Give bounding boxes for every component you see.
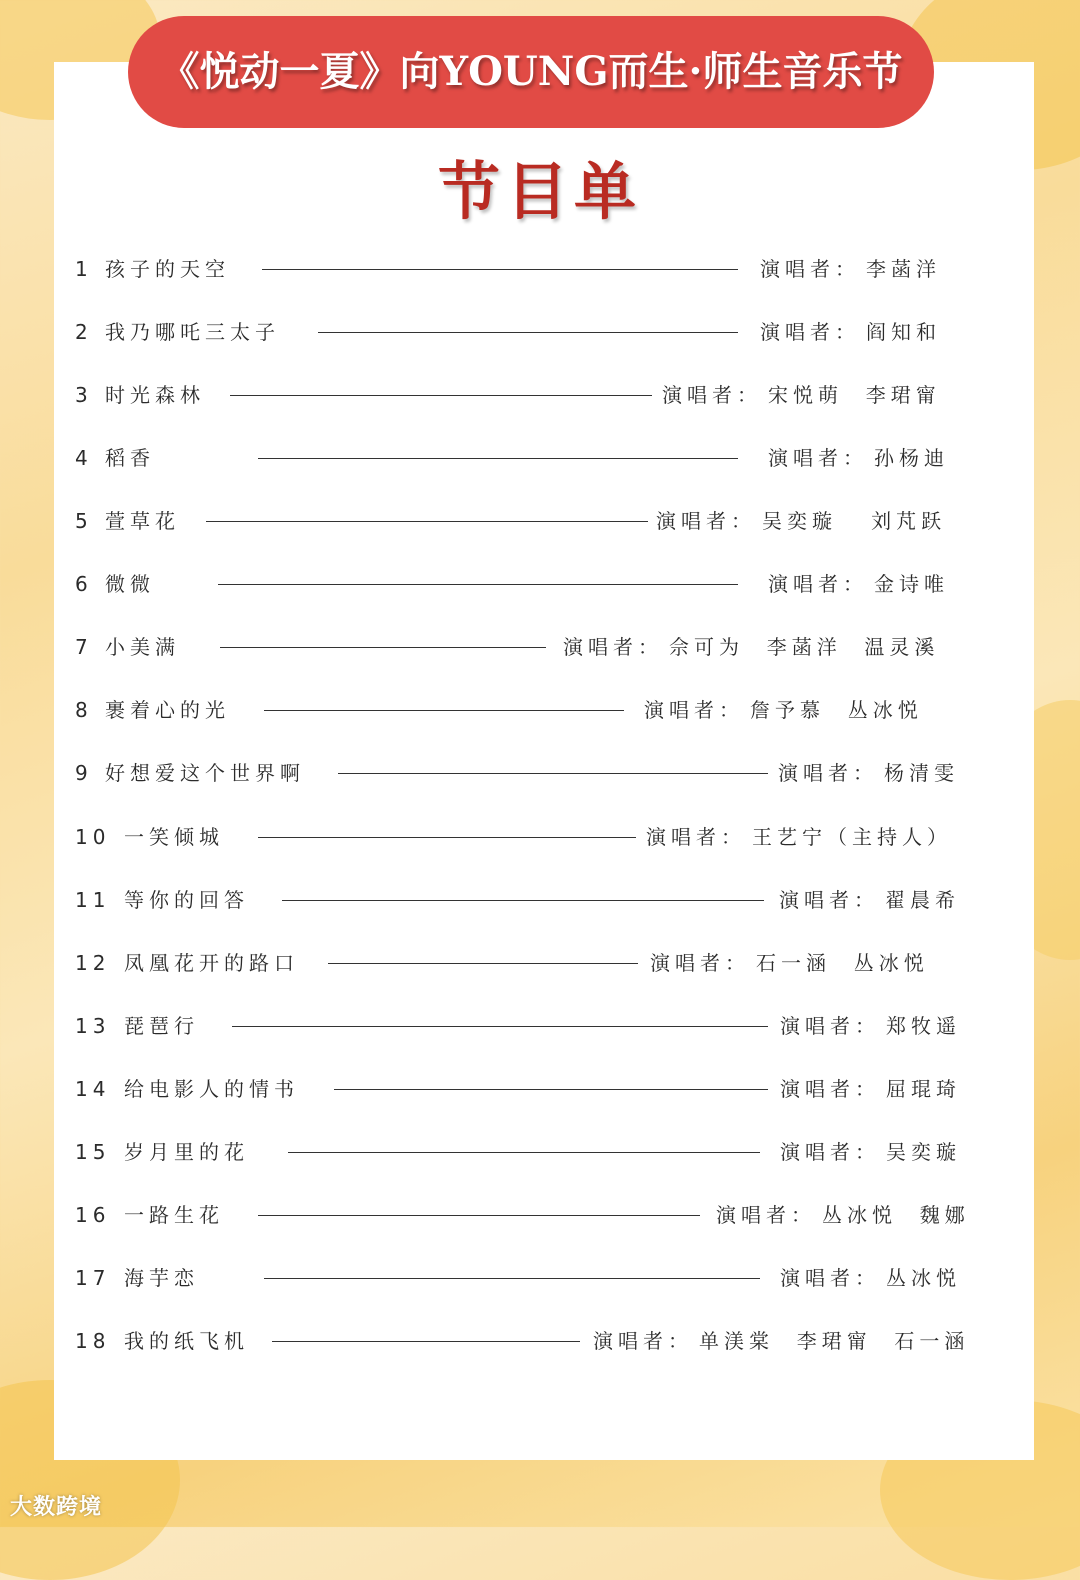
- performer-names: 王艺宁（主持人）: [752, 825, 952, 849]
- leader-line: [318, 332, 738, 333]
- song-title: 等你的回答: [124, 888, 249, 912]
- program-item: [0, 375, 1080, 415]
- song-title: 裹着心的光: [105, 698, 230, 722]
- program-item: [0, 1321, 1080, 1361]
- watermark: 大数跨境: [10, 1495, 103, 1520]
- performer-names: 杨清雯: [884, 761, 959, 785]
- program-number: 17: [75, 1266, 111, 1290]
- song-title: 给电影人的情书: [124, 1077, 299, 1101]
- performer-label: 演唱者：: [760, 257, 860, 281]
- leader-line: [288, 1152, 760, 1153]
- program-number: 1: [75, 257, 93, 281]
- program-item: [0, 817, 1080, 857]
- leader-line: [230, 395, 652, 396]
- program-number: 8: [75, 698, 93, 722]
- program-item: [0, 501, 1080, 541]
- program-number: 4: [75, 446, 93, 470]
- performer-label: 演唱者：: [780, 1266, 880, 1290]
- leader-line: [334, 1089, 768, 1090]
- program-number: 14: [75, 1077, 111, 1101]
- performer-names: 李菡洋: [866, 257, 941, 281]
- performer-info: [780, 1006, 961, 1046]
- performer-info: [779, 880, 960, 920]
- song-title: 我的纸飞机: [124, 1329, 249, 1353]
- performer-names: 吴奕璇 刘芃跃: [762, 509, 947, 533]
- program-item: [0, 249, 1080, 289]
- program-item: [0, 690, 1080, 730]
- performer-names: 宋悦萌 李珺甯: [768, 383, 941, 407]
- performer-names: 佘可为 李菡洋 温灵溪: [669, 635, 940, 659]
- leader-line: [218, 584, 738, 585]
- performer-label: 演唱者：: [760, 320, 860, 344]
- song-title: 孩子的天空: [105, 257, 230, 281]
- performer-names: 阎知和: [866, 320, 941, 344]
- performer-info: [768, 438, 949, 478]
- program-item: [0, 1195, 1080, 1235]
- leader-line: [272, 1341, 580, 1342]
- program-item: [0, 312, 1080, 352]
- performer-label: 演唱者：: [716, 1203, 816, 1227]
- leader-line: [258, 837, 636, 838]
- song-title: 稻香: [105, 446, 155, 470]
- performer-info: [780, 1258, 961, 1298]
- performer-label: 演唱者：: [780, 1077, 880, 1101]
- performer-info: [656, 501, 946, 541]
- program-item: [0, 880, 1080, 920]
- program-item: [0, 564, 1080, 604]
- performer-info: [650, 943, 929, 983]
- performer-info: [563, 627, 939, 667]
- performer-info: [593, 1321, 969, 1361]
- performer-info: [716, 1195, 970, 1235]
- performer-names: 丛冰悦 魏娜: [822, 1203, 970, 1227]
- program-number: 16: [75, 1203, 111, 1227]
- performer-label: 演唱者：: [780, 1140, 880, 1164]
- performer-info: [662, 375, 941, 415]
- leader-line: [328, 963, 638, 964]
- performer-info: [780, 1069, 961, 1109]
- performer-names: 孙杨迪: [874, 446, 949, 470]
- song-title: 我乃哪吒三太子: [105, 320, 280, 344]
- performer-info: [760, 312, 941, 352]
- performer-info: [644, 690, 923, 730]
- program-number: 15: [75, 1140, 111, 1164]
- song-title: 岁月里的花: [124, 1140, 249, 1164]
- performer-label: 演唱者：: [768, 572, 868, 596]
- leader-line: [338, 773, 768, 774]
- program-item: [0, 1258, 1080, 1298]
- program-item: [0, 1069, 1080, 1109]
- performer-label: 演唱者：: [656, 509, 756, 533]
- program-number: 18: [75, 1329, 111, 1353]
- program-number: 12: [75, 951, 111, 975]
- program-number: 5: [75, 509, 93, 533]
- program-item: [0, 753, 1080, 793]
- leader-line: [258, 1215, 700, 1216]
- performer-label: 演唱者：: [593, 1329, 693, 1353]
- performer-names: 单渼棠 李珺甯 石一涵: [699, 1329, 970, 1353]
- performer-names: 丛冰悦: [886, 1266, 961, 1290]
- performer-label: 演唱者：: [563, 635, 663, 659]
- performer-info: [760, 249, 941, 289]
- program-item: [0, 438, 1080, 478]
- performer-label: 演唱者：: [662, 383, 762, 407]
- performer-info: [780, 1132, 961, 1172]
- leader-line: [262, 269, 738, 270]
- program-number: 13: [75, 1014, 111, 1038]
- song-title: 一路生花: [124, 1203, 224, 1227]
- leader-line: [264, 710, 624, 711]
- song-title: 微微: [105, 572, 155, 596]
- leader-line: [232, 1026, 768, 1027]
- performer-names: 吴奕璇: [886, 1140, 961, 1164]
- performer-info: [768, 564, 949, 604]
- event-banner: 《悦动一夏》向YOUNG而生·师生音乐节: [128, 16, 934, 128]
- song-title: 琵琶行: [124, 1014, 199, 1038]
- performer-names: 石一涵 丛冰悦: [756, 951, 929, 975]
- song-title: 海芋恋: [124, 1266, 199, 1290]
- song-title: 小美满: [105, 635, 180, 659]
- program-number: 3: [75, 383, 93, 407]
- performer-label: 演唱者：: [650, 951, 750, 975]
- performer-names: 翟晨希: [885, 888, 960, 912]
- performer-names: 郑牧遥: [886, 1014, 961, 1038]
- leader-line: [258, 458, 738, 459]
- performer-label: 演唱者：: [646, 825, 746, 849]
- program-item: [0, 627, 1080, 667]
- program-number: 6: [75, 572, 93, 596]
- program-number: 2: [75, 320, 93, 344]
- song-title: 时光森林: [105, 383, 205, 407]
- performer-info: [646, 817, 952, 857]
- program-item: [0, 943, 1080, 983]
- leader-line: [282, 900, 764, 901]
- song-title: 好想爱这个世界啊: [105, 761, 305, 785]
- program-item: [0, 1132, 1080, 1172]
- leader-line: [264, 1278, 760, 1279]
- performer-label: 演唱者：: [780, 1014, 880, 1038]
- page-title: 节目单: [437, 155, 642, 228]
- performer-label: 演唱者：: [779, 888, 879, 912]
- program-number: 11: [75, 888, 111, 912]
- program-item: [0, 1006, 1080, 1046]
- performer-info: [778, 753, 959, 793]
- program-number: 7: [75, 635, 93, 659]
- leader-line: [206, 521, 648, 522]
- program-number: 9: [75, 761, 93, 785]
- performer-label: 演唱者：: [768, 446, 868, 470]
- song-title: 萱草花: [105, 509, 180, 533]
- performer-names: 屈琨琦: [886, 1077, 961, 1101]
- song-title: 凤凰花开的路口: [124, 951, 299, 975]
- performer-names: 詹予慕 丛冰悦: [750, 698, 923, 722]
- performer-label: 演唱者：: [644, 698, 744, 722]
- song-title: 一笑倾城: [124, 825, 224, 849]
- leader-line: [220, 647, 546, 648]
- program-number: 10: [75, 825, 111, 849]
- performer-names: 金诗唯: [874, 572, 949, 596]
- performer-label: 演唱者：: [778, 761, 878, 785]
